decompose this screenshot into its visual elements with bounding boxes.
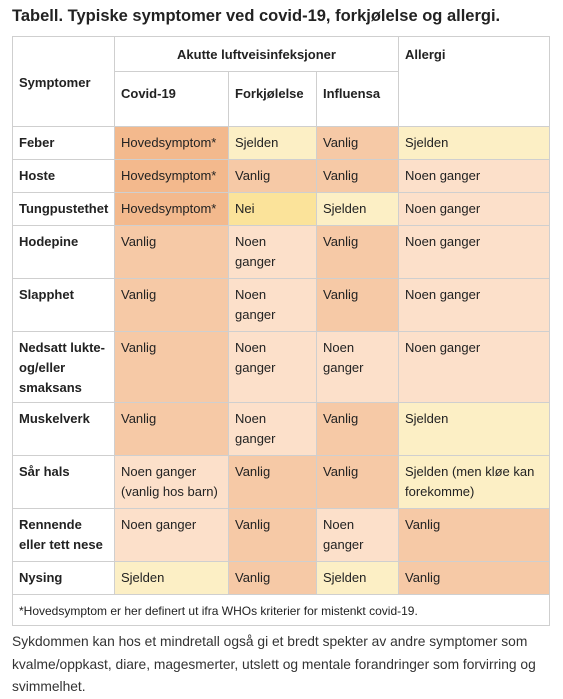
cell-cold: Vanlig	[229, 509, 317, 562]
row-symptom-name: Hoste	[13, 160, 115, 193]
header-acute-group: Akutte luftveisinfeksjoner	[115, 37, 399, 72]
cell-allergy: Noen ganger	[399, 279, 550, 332]
cell-covid: Noen ganger	[115, 509, 229, 562]
cell-cold: Noen ganger	[229, 332, 317, 403]
row-symptom-name: Slapphet	[13, 279, 115, 332]
cell-flu: Vanlig	[317, 226, 399, 279]
table-row	[13, 403, 550, 456]
footnote: *Hovedsymptom er her definert ut ifra WHOs kriterier for mistenkt covid-19.	[13, 595, 550, 626]
table-row	[13, 279, 550, 332]
cell-covid: Hovedsymptom*	[115, 193, 229, 226]
cell-cold: Vanlig	[229, 562, 317, 595]
cell-cold: Vanlig	[229, 456, 317, 509]
table-row	[13, 193, 550, 226]
cell-allergy: Sjelden (men kløe kan forekomme)	[399, 456, 550, 509]
body-paragraph: Sykdommen kan hos et mindretall også gi et bredt spekter av andre symptomer som kvalme/oppkast, diare, magesmerter, utslett og mentale forandringer som forvirring og svimmelhet.	[12, 634, 536, 694]
row-symptom-name: Nysing	[13, 562, 115, 595]
cell-flu: Vanlig	[317, 456, 399, 509]
cell-flu: Vanlig	[317, 160, 399, 193]
table-row	[13, 509, 550, 562]
table-row	[13, 226, 550, 279]
cell-covid: Noen ganger (vanlig hos barn)	[115, 456, 229, 509]
cell-allergy: Noen ganger	[399, 193, 550, 226]
cell-flu: Noen ganger	[317, 509, 399, 562]
header-covid: Covid-19	[115, 72, 229, 127]
row-symptom-name: Sår hals	[13, 456, 115, 509]
table-title: Tabell. Typiske symptomer ved covid-19, forkjølelse og allergi.	[12, 7, 501, 25]
header-flu: Influensa	[317, 72, 399, 127]
cell-flu: Vanlig	[317, 403, 399, 456]
cell-covid: Vanlig	[115, 403, 229, 456]
row-symptom-name: Hodepine	[13, 226, 115, 279]
cell-cold: Noen ganger	[229, 226, 317, 279]
cell-covid: Hovedsymptom*	[115, 160, 229, 193]
cell-covid: Vanlig	[115, 279, 229, 332]
header-cold: Forkjølelse	[229, 72, 317, 127]
table-row	[13, 127, 550, 160]
header-symptoms: Symptomer	[13, 37, 115, 127]
row-symptom-name: Feber	[13, 127, 115, 160]
cell-allergy: Sjelden	[399, 403, 550, 456]
cell-covid: Vanlig	[115, 332, 229, 403]
cell-allergy: Sjelden	[399, 127, 550, 160]
header-allergy: Allergi	[399, 37, 550, 127]
cell-cold: Sjelden	[229, 127, 317, 160]
cell-cold: Noen ganger	[229, 279, 317, 332]
cell-flu: Sjelden	[317, 562, 399, 595]
table-row	[13, 160, 550, 193]
row-symptom-name: Rennende eller tett nese	[13, 509, 115, 562]
cell-cold: Vanlig	[229, 160, 317, 193]
row-symptom-name: Muskelverk	[13, 403, 115, 456]
cell-covid: Vanlig	[115, 226, 229, 279]
cell-allergy: Noen ganger	[399, 332, 550, 403]
cell-cold: Noen ganger	[229, 403, 317, 456]
row-symptom-name: Nedsatt lukte- og/eller smaksans	[13, 332, 115, 403]
cell-flu: Noen ganger	[317, 332, 399, 403]
cell-allergy: Vanlig	[399, 562, 550, 595]
cell-covid: Hovedsymptom*	[115, 127, 229, 160]
cell-flu: Sjelden	[317, 193, 399, 226]
cell-allergy: Noen ganger	[399, 226, 550, 279]
cell-covid: Sjelden	[115, 562, 229, 595]
cell-allergy: Noen ganger	[399, 160, 550, 193]
table-row	[13, 456, 550, 509]
footnote-row	[13, 595, 550, 626]
cell-flu: Vanlig	[317, 127, 399, 160]
cell-flu: Vanlig	[317, 279, 399, 332]
row-symptom-name: Tungpustethet	[13, 193, 115, 226]
table-row	[13, 332, 550, 403]
symptom-table	[12, 36, 550, 626]
table-row	[13, 562, 550, 595]
cell-allergy: Vanlig	[399, 509, 550, 562]
cell-cold: Nei	[229, 193, 317, 226]
